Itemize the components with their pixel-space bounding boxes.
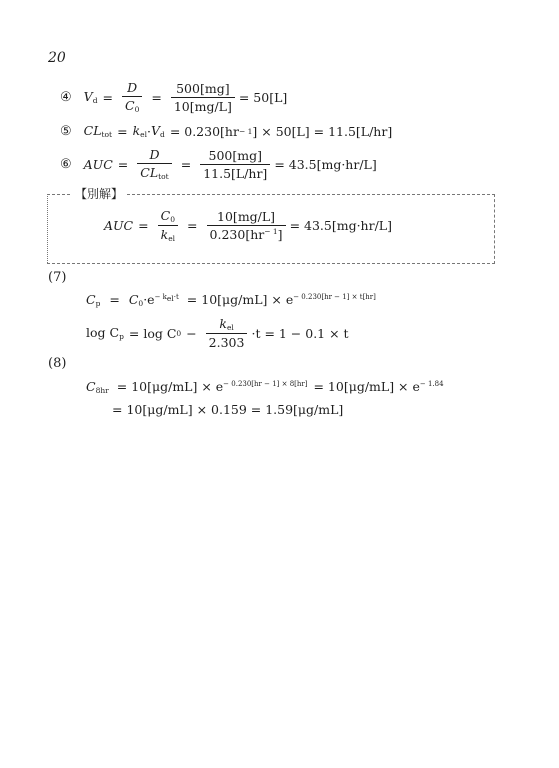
eq4-fraction-2: $\frac{500[mg]}{10[mg/L]}$ — [171, 81, 235, 114]
q8-line-2: = 10[μg/mL] × 0.159 = 1.59[μg/mL] — [112, 402, 344, 417]
eq4-fraction-1: $\frac{D}{C_0}$ — [122, 80, 142, 114]
alt-fraction-1: $\frac{C_0}{k_{el}}$ — [158, 208, 178, 243]
q8-line-1: $C_{8hr} = 10[\mu g/mL] \times e^{- 0.230[hr - 1] \times 8[hr]} = 10[\mu g/mL] \times e^{- 1.84}$ — [86, 379, 444, 395]
q7-line-1: $C_p = C_0\cdot e^{- k_{el}\cdot t} = 10[\mu g/mL] \times e^{- 0.230[hr - 1] \times t[hr]}$ — [86, 292, 376, 308]
marker-4: ④ — [60, 89, 72, 105]
alternate-solution-label: 【別解】 — [72, 185, 126, 202]
equation-4: ④ $V_d$ = $\frac{D}{C_0}$ = $\frac{500[mg]}{10[mg/L]}$ = 50[L] — [60, 80, 288, 114]
eq4-lhs: $V_d$ — [83, 89, 98, 105]
equation-5: ⑤ $CL_{tot}$ = $k_{el}$ · $V_d$ = 0.230[hr − 1 ] × 50[L] = 11.5[L/hr] — [60, 123, 393, 139]
alt-fraction-2: $\frac{10[mg/L]}{0.230[hr^{- 1}]}$ — [207, 209, 286, 242]
eq6-fraction-1: $\frac{D}{CL_{tot}}$ — [137, 147, 171, 181]
marker-6: ⑥ — [60, 156, 72, 172]
alternate-solution-box-left-border — [47, 194, 49, 263]
q7-fraction: $\frac{k_{el}}{2.303}$ — [206, 316, 248, 350]
alternate-solution-equation: AUC = $\frac{C_0}{k_{el}}$ = $\frac{10[mg/L]}{0.230[hr^{- 1}]}$ = 43.5[mg·hr/L] — [104, 208, 392, 243]
eq6-fraction-2: $\frac{500[mg]}{11.5[L/hr]}$ — [200, 148, 270, 181]
question-8-label: (8) — [48, 356, 67, 371]
marker-5: ⑤ — [60, 123, 72, 139]
eq4-result: = 50[L] — [238, 89, 288, 105]
q7-line-2: $\log C_p$ = log C 0 − $\frac{k_{el}}{2.303}$ ·t = 1 − 0.1 × t — [86, 316, 349, 350]
question-7-label: (7) — [48, 270, 67, 285]
equation-6: ⑥ AUC = $\frac{D}{CL_{tot}}$ = $\frac{500[mg]}{11.5[L/hr]}$ = 43.5[mg·hr/L] — [60, 147, 377, 181]
page-number: 20 — [48, 50, 66, 66]
